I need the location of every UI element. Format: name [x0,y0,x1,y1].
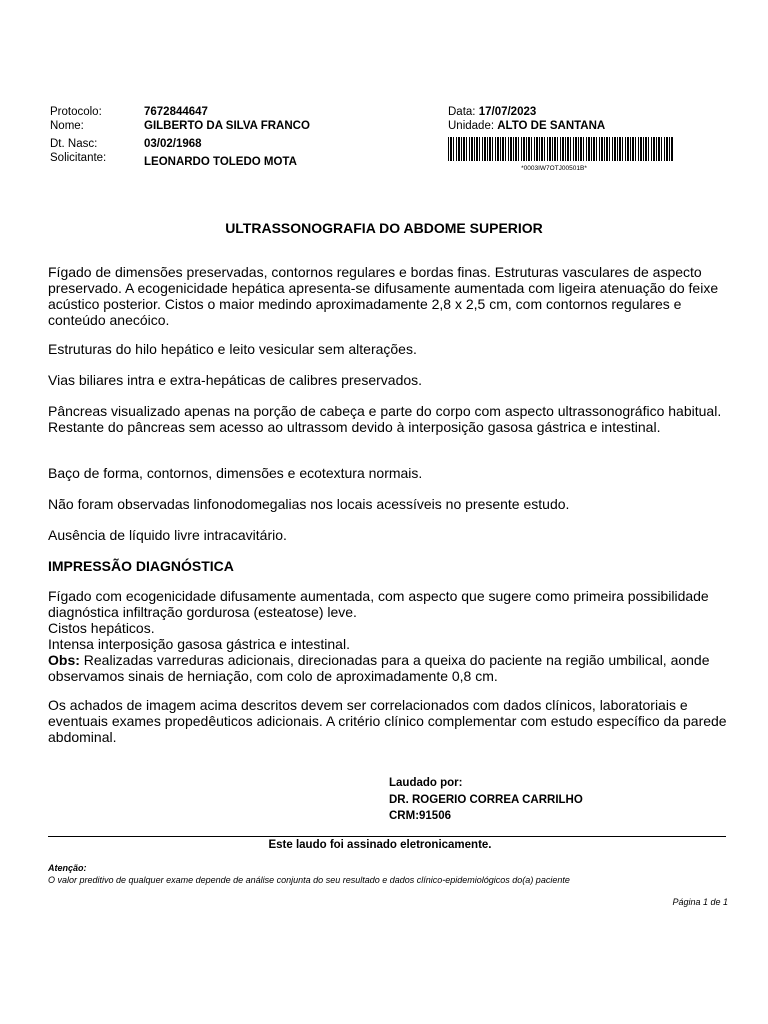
finding-spleen [48,465,738,481]
barcode-text: *0003IW7OTJ00501B* [521,165,587,172]
impression-block [48,588,738,684]
obs-text: Realizadas varreduras adicionais, direcionadas para a queixa do paciente na região umbilical, aonde observamos sinais de herniação, com colo de aproximadamente 0,8 cm. [48,652,710,684]
unidade-field [448,119,605,133]
protocolo-value: 7672844647 [144,106,208,118]
finding-text: Pâncreas visualizado apenas na porção de cabeça e parte do corpo com aspecto ultrassonográfico habitual. Restante do pâncreas sem acesso ao ultrassom devido à interposição gasosa gástrica e intestinal. [48,403,722,435]
finding-liver [48,264,738,328]
solicitante-value: LEONARDO TOLEDO MOTA [144,156,297,168]
impression-line-2: Cistos hepáticos. [48,620,155,636]
dtnasc-label: Dt. Nasc: [50,138,98,150]
finding-text: Fígado de dimensões preservadas, contornos regulares e bordas finas. Estruturas vasculares de aspecto preservado. A ecogenicidade hepática apresenta-se difusamente aumentada com ligeira atenuação do feixe acústico posterior. Cistos o maior medindo aproximadamente 2,8 x 2,5 cm, com contornos regulares e conteúdo anecóico. [48,264,719,328]
finding-text: Ausência de líquido livre intracavitário. [48,527,287,543]
solicitante-label: Solicitante: [50,152,107,164]
footer-divider [48,836,726,837]
nome-label: Nome: [50,120,84,132]
finding-hilum [48,341,738,357]
closing-text: Os achados de imagem acima descritos devem ser correlacionados com dados clínicos, laboratoriais e eventuais exames propedêuticos adicionais. A critério clínico complementar com estudo específico da parede abdominal. [48,697,727,745]
unidade-label: Unidade: [448,120,495,132]
obs-label: Obs: [48,652,80,668]
laudado-label: Laudado por: [389,777,463,789]
dtnasc-value: 03/02/1968 [144,138,202,150]
impression-heading: IMPRESSÃO DIAGNÓSTICA [48,558,234,574]
finding-fluid [48,527,738,543]
nome-value: GILBERTO DA SILVA FRANCO [144,120,310,132]
signed-notice: Este laudo foi assinado eletronicamente. [268,839,492,851]
finding-biliary [48,372,738,388]
data-label: Data: [448,106,476,118]
finding-lymph [48,496,738,512]
finding-text: Vias biliares intra e extra-hepáticas de calibres preservados. [48,372,423,388]
attention-text: O valor preditivo de qualquer exame depende de análise conjunta do seu resultado e dados clínico-epidemiológicos do(a) paciente [48,875,570,885]
finding-text: Estruturas do hilo hepático e leito vesicular sem alterações. [48,341,417,357]
doctor-name: DR. ROGERIO CORREA CARRILHO [389,794,583,806]
data-field [448,105,536,119]
finding-pancreas [48,403,738,435]
finding-text: Baço de forma, contornos, dimensões e ecotextura normais. [48,465,423,481]
impression-line-1: Fígado com ecogenicidade difusamente aumentada, com aspecto que sugere como primeira possibilidade diagnóstica infiltração gordurosa (esteatose) leve. [48,588,709,620]
closing-paragraph [48,697,738,745]
report-title: ULTRASSONOGRAFIA DO ABDOME SUPERIOR [225,220,543,236]
doctor-crm: CRM:91506 [389,810,451,822]
finding-text: Não foram observadas linfonodomegalias nos locais acessíveis no presente estudo. [48,496,570,512]
impression-line-3: Intensa interposição gasosa gástrica e intestinal. [48,636,350,652]
impression-obs [48,652,738,684]
data-value: 17/07/2023 [478,106,537,118]
unidade-value: ALTO DE SANTANA [497,120,606,132]
attention-label: Atenção: [48,863,87,873]
page-number: Página 1 de 1 [672,897,728,907]
protocolo-label: Protocolo: [50,106,102,118]
barcode [448,137,674,161]
